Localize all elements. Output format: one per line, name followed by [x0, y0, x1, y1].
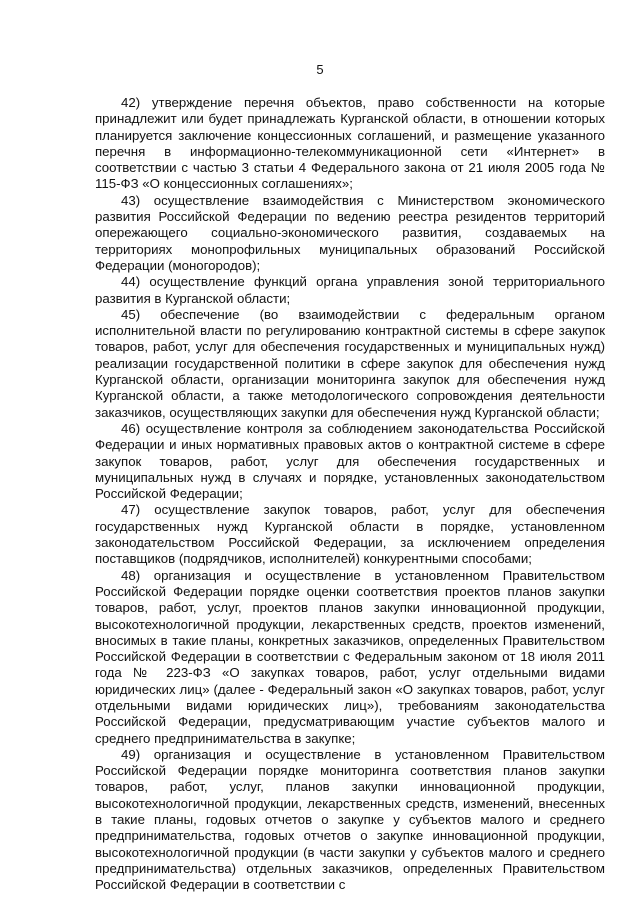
- list-item-47: 47) осуществление закупок товаров, работ, услуг для обеспечения государственных нужд Курганской области в порядке, установленном законодательством Российской Федерации, за исключением определения поставщиков (подрядчиков, исполнителей) конкурентными способами;: [95, 502, 605, 567]
- list-item-45: 45) обеспечение (во взаимодействии с федеральным органом исполнительной власти по регулированию контрактной системы в сфере закупок товаров, работ, услуг для обеспечения государственных и муниципальных нужд) реализации государственной политики в сфере закупок для обеспечения нужд Курганской области, организации мониторинга закупок для обеспечения нужд Курганской области, а также методологического сопровождения деятельности заказчиков, осуществляющих закупки для обеспечения нужд Курганской области;: [95, 306, 605, 420]
- list-item-42: 42) утверждение перечня объектов, право собственности на которые принадлежит или будет принадлежать Курганской области, в отношении которых планируется заключение концессионных соглашений, и размещение указанного перечня в информационно-телекоммуникационной сети «Интернет» в соответствии с частью 3 статьи 4 Федерального закона от 21 июля 2005 года № 115-ФЗ «О концессионных соглашениях»;: [95, 95, 605, 192]
- list-item-43: 43) осуществление взаимодействия с Министерством экономического развития Российской Федерации по ведению реестра резидентов территорий опережающего социально-экономического развития, создаваемых на территориях монопрофильных муниципальных образований Российской Федерации (моногородов);: [95, 192, 605, 273]
- list-item-46: 46) осуществление контроля за соблюдением законодательства Российской Федерации и иных нормативных правовых актов о контрактной системе в сфере закупок товаров, работ, услуг для обеспечения государственных и муниципальных нужд в случаях и порядке, установленных законодательством Российской Федерации;: [95, 420, 605, 502]
- list-item-49: 49) организация и осуществление в установленном Правительством Российской Федерации порядке мониторинга соответствия планов закупки товаров, работ, услуг, планов закупки инновационной продукции, высокотехнологичной продукции, лекарственных средств, изменений, внесенных в такие планы, годовых отчетов о закупке у субъектов малого и среднего предпринимательства, годовых отчетов о закупке инновационной продукции, высокотехнологичной продукции (в части закупки у субъектов малого и среднего предпринимательства) отдельных заказчиков, определенных Правительством Российской Федерации в соответствии с: [95, 746, 605, 893]
- page-number: 5: [316, 62, 324, 77]
- document-body: [95, 95, 605, 894]
- list-item-48: 48) организация и осуществление в установленном Правительством Российской Федерации порядке оценки соответствия проектов планов закупки товаров, работ, услуг, проектов планов закупки инновационной продукции, высокотехнологичной продукции, лекарственных средств, проектов изменений, вносимых в такие планы, конкретных заказчиков, определенных Правительством Российской Федерации в соответствии с Федеральным законом от 18 июля 2011 года № 223-ФЗ «О закупках товаров, работ, услуг отдельными видами юридических лиц» (далее - Федеральный закон «О закупках товаров, работ, услуг отдельными видами юридических лиц»), требованиям законодательства Российской Федерации, предусматривающим участие субъектов малого и среднего предпринимательства в закупке;: [95, 567, 605, 746]
- list-item-44: 44) осуществление функций органа управления зоной территориального развития в Курганской области;: [95, 274, 605, 306]
